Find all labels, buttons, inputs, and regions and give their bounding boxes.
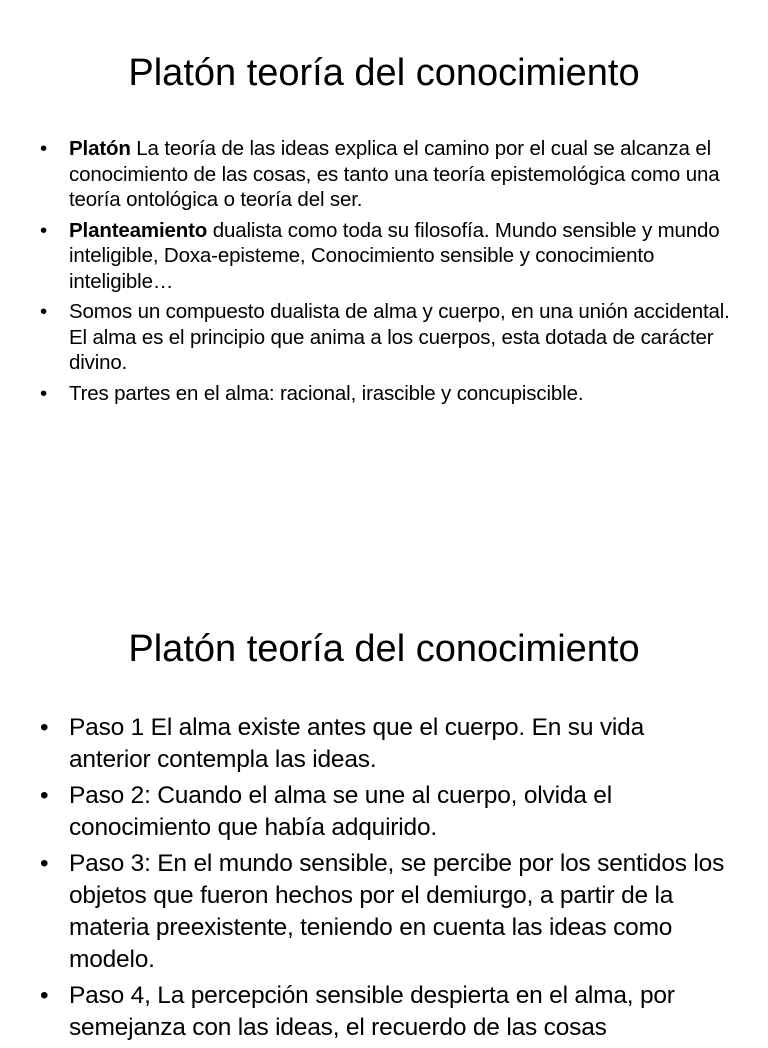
bullet-text: Paso 3: En el mundo sensible, se percibe por los sentidos los objetos que fueron hechos por el demiurgo, a partir de la materia preexistente, teniendo en cuenta las ideas como modelo.: [69, 850, 725, 973]
bullet-text: Paso 4, La percepción sensible despierta en el alma, por semejanza con las ideas, el recuerdo de las cosas: [69, 982, 675, 1041]
bullet-icon: •: [40, 137, 48, 160]
bullet-icon: •: [40, 381, 48, 405]
bullet-icon: •: [40, 218, 48, 242]
slide-1-bullet-3: [40, 299, 730, 376]
bullet-text: Tres partes en el alma: racional, irascible y concupiscible.: [69, 381, 584, 405]
slide-2-bullet-list: [40, 712, 730, 1048]
slide-1-bullet-2: [40, 218, 730, 295]
bullet-icon: •: [40, 782, 49, 809]
bullet-icon: •: [40, 982, 49, 1009]
bullet-term: Planteamiento: [69, 218, 208, 242]
slide-2-bullet-4: [40, 980, 730, 1044]
slide-2-title: Platón teoría del conocimiento: [128, 628, 640, 670]
bullet-term: Platón: [69, 137, 131, 160]
bullet-icon: •: [40, 300, 48, 323]
slide-1-bullet-1: [40, 136, 730, 213]
bullet-text: Somos un compuesto dualista de alma y cuerpo, en una unión accidental. El alma es el principio que anima a los cuerpos, esta dotada de carácter divino.: [69, 300, 730, 374]
bullet-icon: •: [40, 714, 49, 741]
bullet-text: dualista como toda su filosofía. Mundo sensible y mundo inteligible, Doxa-episteme, Conocimiento sensible y conocimiento inteligible…: [69, 218, 720, 293]
slide-1-title: Platón teoría del conocimiento: [128, 52, 640, 94]
bullet-icon: •: [40, 850, 49, 877]
slide-1-bullet-4: [40, 381, 730, 407]
slide-2-bullet-2: [40, 780, 730, 844]
slide-2-bullet-3: [40, 848, 730, 976]
bullet-text: Paso 1 El alma existe antes que el cuerpo. En su vida anterior contempla las ideas.: [69, 714, 645, 773]
slide-2-bullet-1: [40, 712, 730, 776]
bullet-text: Paso 2: Cuando el alma se une al cuerpo, olvida el conocimiento que había adquirido.: [69, 782, 612, 841]
slide-1-bullet-list: [40, 136, 730, 411]
slide-2: [0, 576, 768, 1041]
bullet-text: La teoría de las ideas explica el camino por el cual se alcanza el conocimiento de las cosas, es tanto una teoría epistemológica como una teoría ontológica o teoría del ser.: [69, 137, 720, 211]
